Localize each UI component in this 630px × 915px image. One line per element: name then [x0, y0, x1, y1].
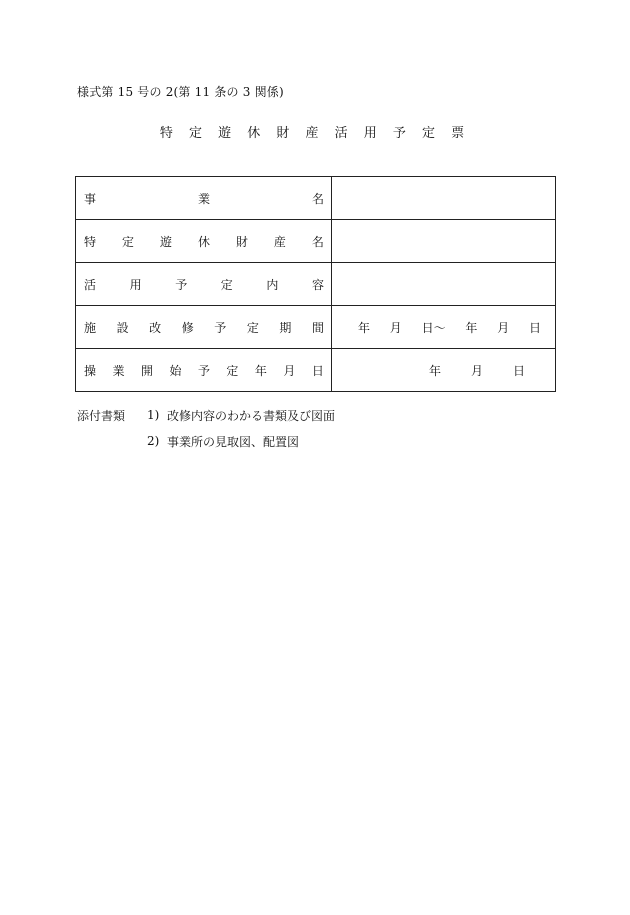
list-item: [77, 428, 335, 454]
label-char: 用: [129, 277, 142, 292]
date-unit: 月: [471, 363, 484, 378]
label-char: 予: [214, 320, 227, 335]
date-unit: 日: [513, 363, 526, 378]
label-char: 施: [84, 320, 97, 335]
label-char: 内: [266, 277, 279, 292]
label-char: 特: [84, 234, 97, 249]
label-char: 産: [273, 234, 286, 249]
label-char: 予: [175, 277, 188, 292]
date-unit: 年: [429, 363, 442, 378]
row-label-idle-property-name: [76, 220, 332, 263]
label-char: 活: [84, 277, 97, 292]
item-number: 1): [147, 408, 160, 422]
label-char: 開: [140, 363, 153, 378]
label-char: 財: [235, 234, 248, 249]
page-title: 特 定 遊 休 財 産 活 用 予 定 票: [159, 126, 471, 141]
label-char: 定: [121, 234, 134, 249]
label-char: 休: [197, 234, 210, 249]
table-row: [76, 263, 556, 306]
item-text: 事業所の見取図、配置図: [167, 434, 300, 449]
label-char: 期: [279, 320, 292, 335]
label-char: 年: [254, 363, 267, 378]
label-char: 遊: [159, 234, 172, 249]
row-label-operation-start-date: [76, 349, 332, 392]
table-row: [76, 306, 556, 349]
label-char: 定: [246, 320, 259, 335]
label-char: 事: [84, 191, 97, 206]
label-char: 容: [311, 277, 324, 292]
business-name-field[interactable]: [332, 177, 556, 220]
label-char: 業: [112, 363, 125, 378]
date-unit: 年: [358, 320, 371, 335]
label-char: 予: [197, 363, 210, 378]
operation-start-date-field[interactable]: [332, 349, 556, 392]
date-unit: 月: [497, 320, 510, 335]
table-row: [76, 177, 556, 220]
label-char: 月: [283, 363, 296, 378]
row-label-renovation-period: [76, 306, 332, 349]
idle-property-name-field[interactable]: [332, 220, 556, 263]
list-item: [77, 402, 335, 428]
label-char: 定: [220, 277, 233, 292]
attachments-heading: 添付書類: [77, 408, 126, 423]
label-char: 改: [149, 320, 162, 335]
date-unit: 日～: [421, 320, 446, 335]
label-char: 名: [311, 191, 324, 206]
table-row: [76, 349, 556, 392]
plan-table: [75, 176, 556, 392]
row-label-planned-use: [76, 263, 332, 306]
item-text: 改修内容のわかる書類及び図面: [167, 408, 336, 423]
label-char: 設: [116, 320, 129, 335]
planned-use-field[interactable]: [332, 263, 556, 306]
attachments-section: [77, 402, 335, 454]
label-char: 日: [311, 363, 324, 378]
table-row: [76, 220, 556, 263]
label-char: 操: [84, 363, 97, 378]
label-char: 名: [311, 234, 324, 249]
date-unit: 日: [528, 320, 541, 335]
label-char: 修: [181, 320, 194, 335]
date-unit: 年: [465, 320, 478, 335]
label-char: 定: [226, 363, 239, 378]
label-char: 間: [311, 320, 324, 335]
renovation-period-field[interactable]: [332, 306, 556, 349]
form-number: 様式第 15 号の 2(第 11 条の 3 関係): [77, 85, 284, 99]
label-char: 始: [169, 363, 182, 378]
item-number: 2): [147, 434, 160, 448]
date-unit: 月: [389, 320, 402, 335]
row-label-business-name: [76, 177, 332, 220]
label-char: 業: [197, 191, 210, 206]
